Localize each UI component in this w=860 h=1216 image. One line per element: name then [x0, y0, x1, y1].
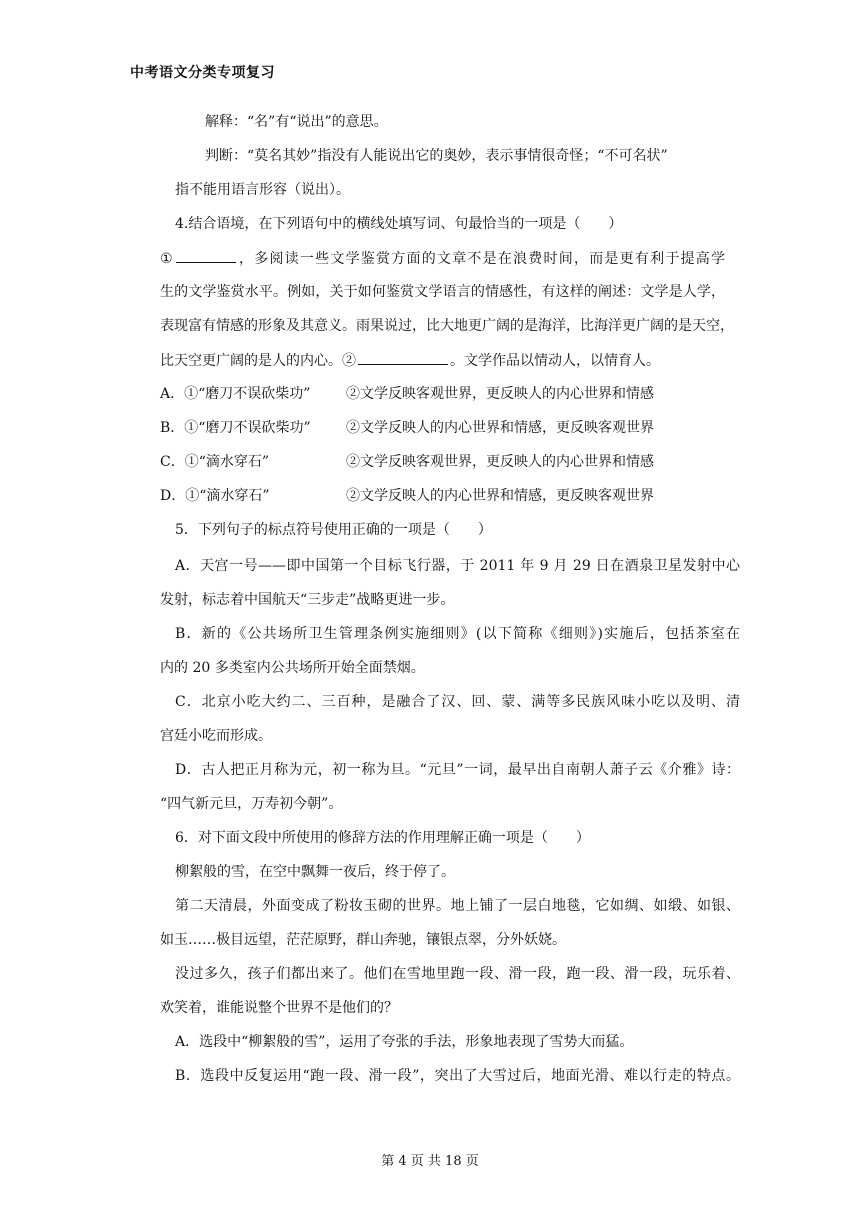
question-4-passage-line	[160, 248, 725, 269]
option-part-1: C．①“滴水穿石”	[160, 454, 270, 470]
blank-1-marker: ①	[160, 251, 174, 267]
question-5-option-a: A．天宫一号——即中国第一个目标飞行器，于 2011 年 9 月 29 日在酒泉卫星发射中心	[175, 558, 740, 574]
question-4-option-c	[160, 452, 725, 472]
option-part-1: D．①“滴水穿石”	[160, 488, 270, 504]
question-4-option-d	[160, 486, 725, 506]
option-part-1: A．①“磨刀不误砍柴功”	[160, 386, 311, 402]
question-5-option-a-cont: 发射，标志着中国航天“三步走”战略更进一步。	[160, 592, 455, 608]
blank-2	[358, 350, 448, 365]
question-5-option-c: C．北京小吃大约二、三百种，是融合了汉、回、蒙、满等多民族风味小吃以及明、清	[175, 694, 740, 710]
explanation-line: 解释：“名”有“说出”的意思。	[205, 114, 388, 130]
option-part-2: ②文学反映人的内心世界和情感，更反映客观世界	[346, 420, 654, 436]
question-6-passage-line: 第二天清晨，外面变成了粉妆玉砌的世界。地上铺了一层白地毯，它如绸、如缎、如银、	[175, 898, 740, 914]
page-header-title: 中考语文分类专项复习	[130, 65, 275, 81]
option-part-2: ②文学反映客观世界，更反映人的内心世界和情感	[346, 454, 654, 470]
option-part-2: ②文学反映人的内心世界和情感，更反映客观世界	[346, 488, 654, 504]
question-6-option-b: B．选段中反复运用“跑一段、滑一段”，突出了大雪过后，地面光滑、难以行走的特点。	[175, 1068, 740, 1084]
question-5-option-d-cont: “四气新元旦，万寿初今朝”。	[160, 796, 343, 812]
blank-1	[176, 248, 236, 263]
question-6-stem: 6．对下面文段中所使用的修辞方法的作用理解正确一项是（ ）	[175, 830, 590, 846]
judgment-line-cont: 指不能用语言形容（说出）。	[175, 182, 350, 198]
question-4-passage-line: 生的文学鉴赏水平。例如，关于如何鉴赏文学语言的情感性，有这样的阐述：文学是人学，	[160, 284, 725, 300]
page-number-footer: 第 4 页 共 18 页	[381, 1154, 479, 1169]
option-part-2: ②文学反映客观世界，更反映人的内心世界和情感	[346, 386, 654, 402]
question-5-option-d: D．古人把正月称为元，初一称为旦。“元旦”一词，最早出自南朝人萧子云《介雅》诗：	[175, 762, 740, 778]
question-5-option-c-cont: 宫廷小吃而形成。	[160, 728, 272, 744]
question-5-option-b: B．新的《公共场所卫生管理条例实施细则》(以下简称《细则》)实施后，包括茶室在	[175, 626, 740, 642]
question-4-option-a	[160, 384, 725, 404]
question-4-passage-line: 表现富有情感的形象及其意义。雨果说过，比大地更广阔的是海洋，比海洋更广阔的是天空，	[160, 318, 734, 334]
question-4-passage-line	[160, 350, 725, 371]
passage-text: ，多阅读一些文学鉴赏方面的文章不是在浪费时间，而是更有利于提高学	[237, 251, 725, 267]
question-5-stem: 5．下列句子的标点符号使用正确的一项是（ ）	[175, 522, 492, 538]
question-5-option-b-cont: 内的 20 多类室内公共场所开始全面禁烟。	[160, 660, 425, 676]
passage-text: 。文学作品以情动人，以情育人。	[450, 353, 660, 369]
passage-text: 比天空更广阔的是人的内心。②	[160, 353, 356, 369]
option-part-1: B．①“磨刀不误砍柴功”	[160, 420, 311, 436]
question-6-passage-line: 没过多久，孩子们都出来了。他们在雪地里跑一段、滑一段，跑一段、滑一段，玩乐着、	[175, 966, 740, 982]
question-6-passage-line: 欢笑着，谁能说整个世界不是他们的？	[160, 1000, 398, 1016]
question-4-stem: 4.结合语境，在下列语句中的横线处填写词、句最恰当的一项是（ ）	[175, 216, 623, 232]
question-6-passage-line: 柳絮般的雪，在空中飘舞一夜后，终于停了。	[175, 864, 455, 880]
judgment-line: 判断：“莫名其妙”指没有人能说出它的奥妙，表示事情很奇怪；“不可名状”	[205, 148, 668, 164]
question-6-passage-line: 如玉……极目远望，茫茫原野，群山奔驰，镶银点翠，分外妖娆。	[160, 932, 566, 948]
question-6-option-a: A．选段中“柳絮般的雪”，运用了夸张的手法，形象地表现了雪势大而猛。	[175, 1034, 634, 1050]
question-4-option-b	[160, 418, 725, 438]
